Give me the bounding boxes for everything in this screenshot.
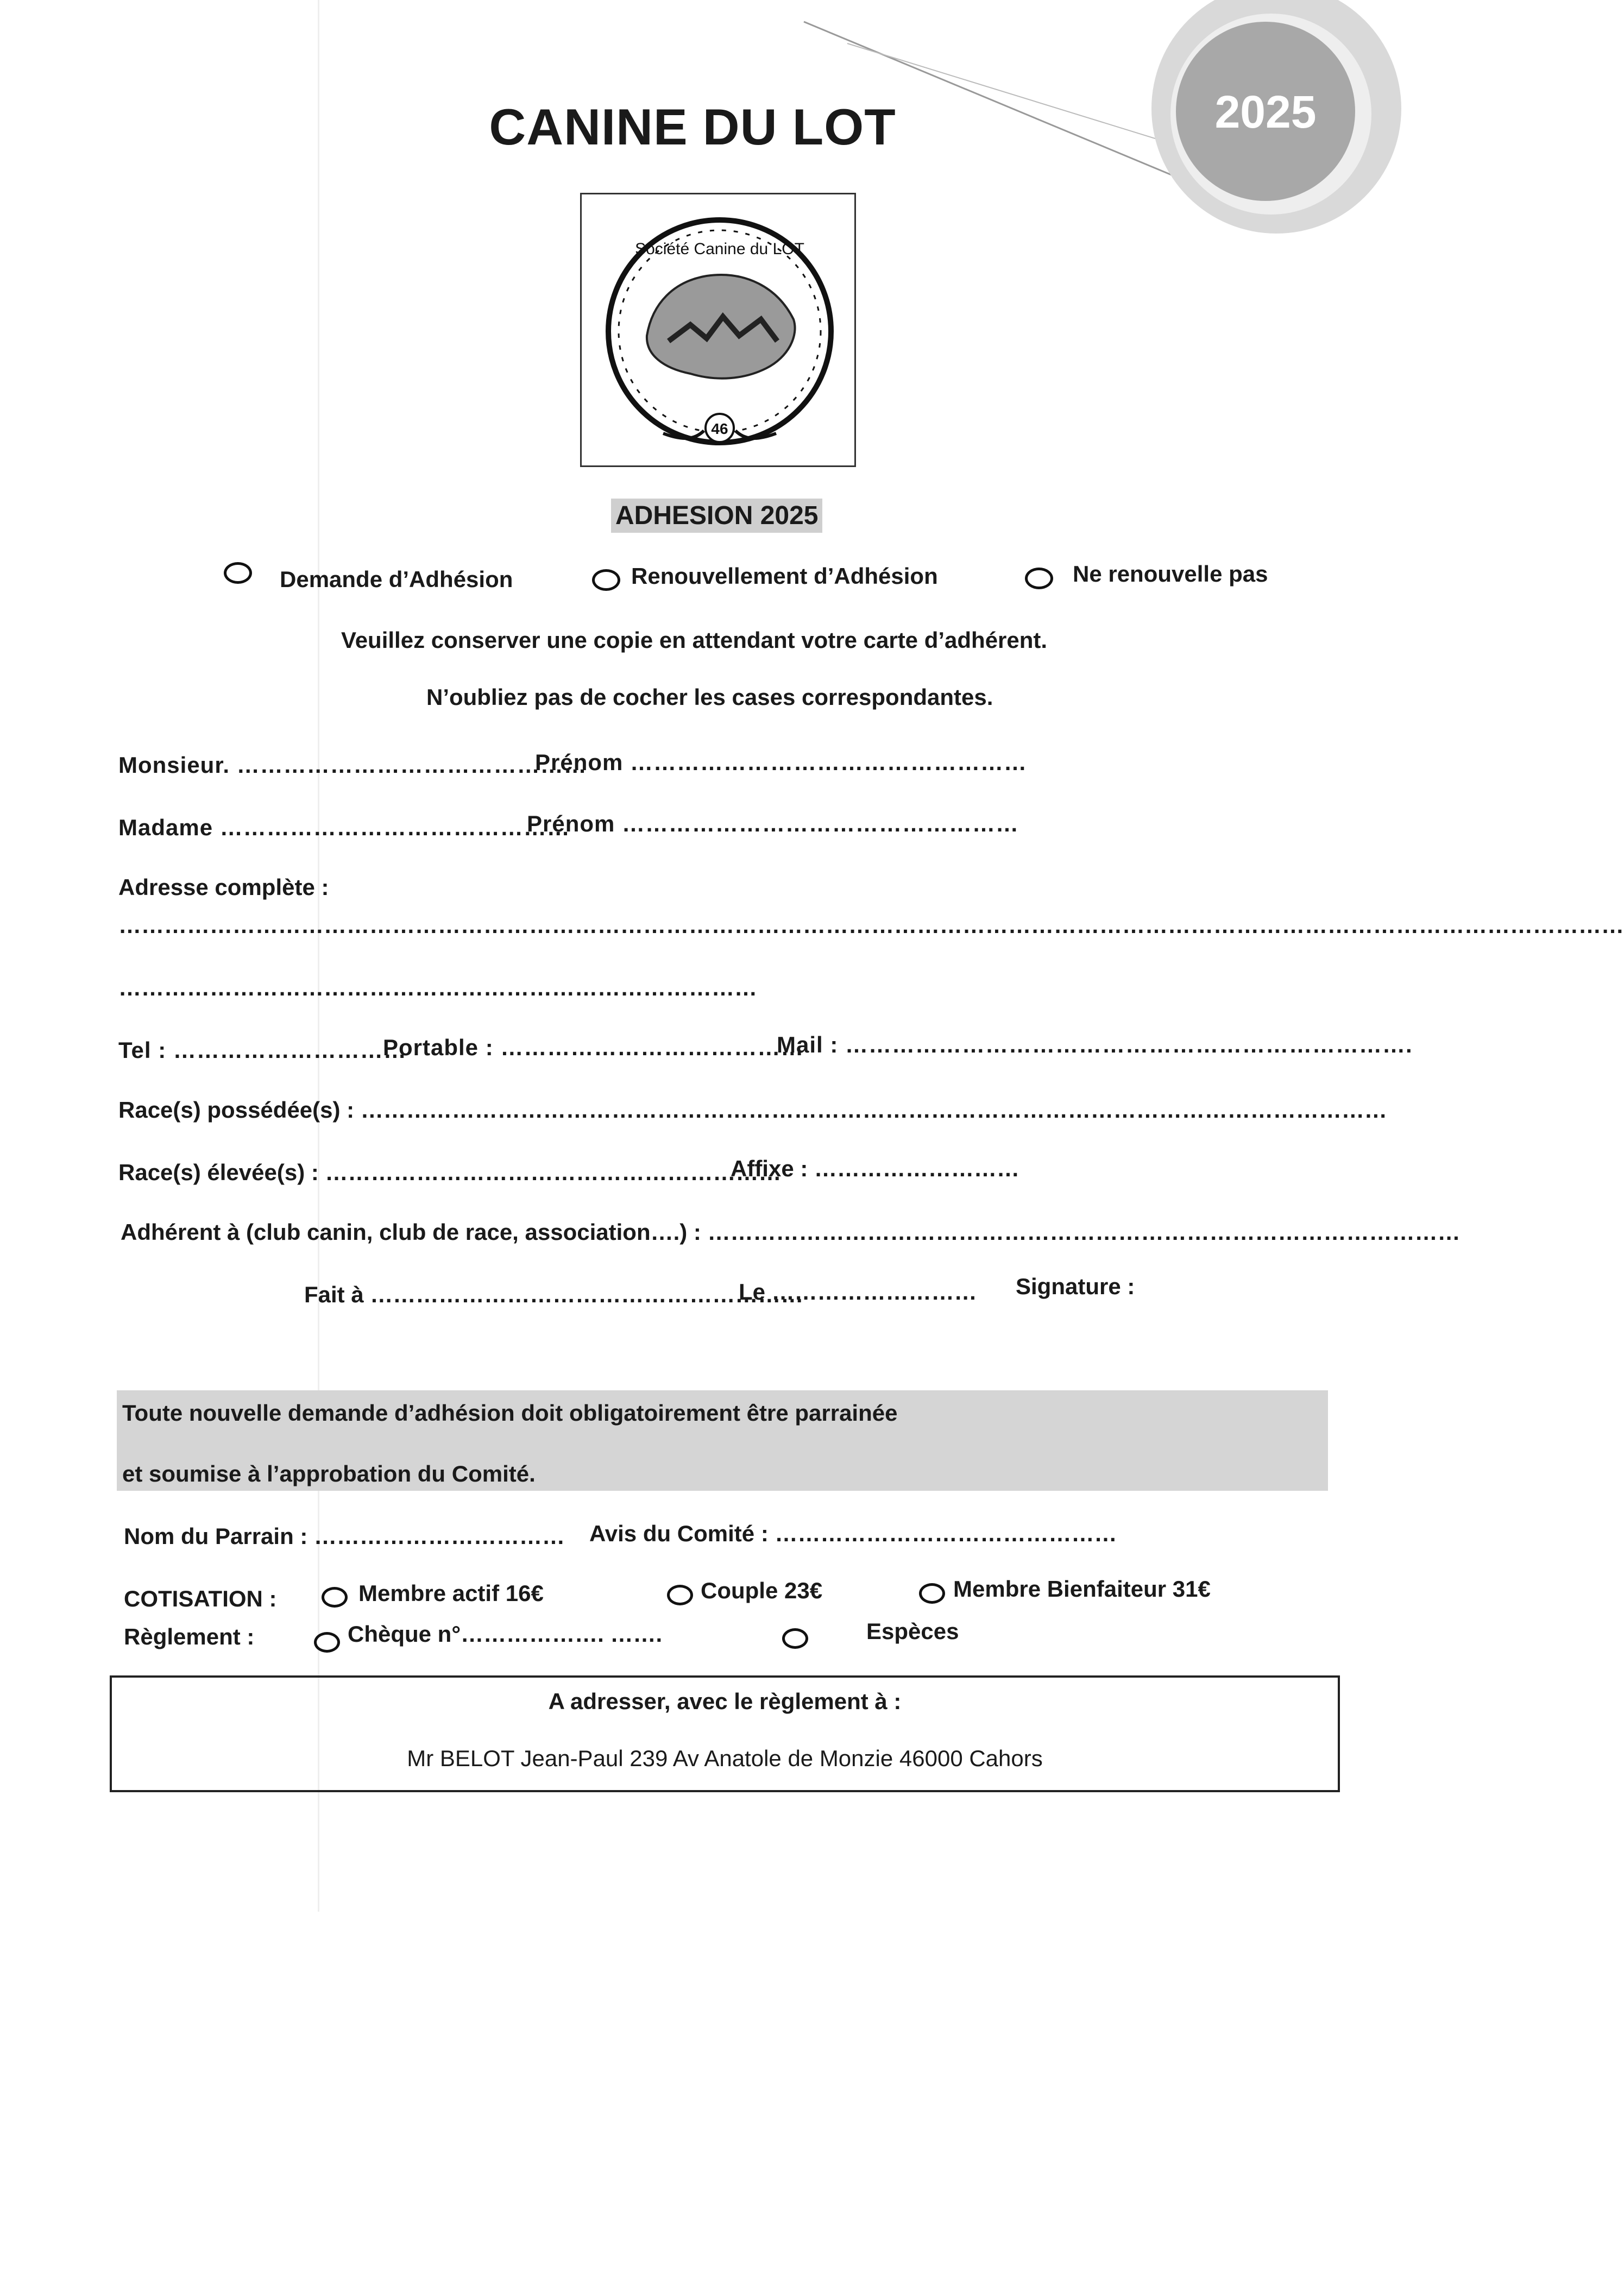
- logo-text: Société Canine du LOT: [635, 240, 804, 258]
- portable-field[interactable]: Portable : …………………………………: [383, 1035, 804, 1060]
- especes-label: Espèces: [866, 1618, 959, 1644]
- adresser-label: A adresser, avec le règlement à :: [548, 1688, 902, 1714]
- bienfaiteur-radio[interactable]: [919, 1583, 945, 1604]
- prenom-madame-field[interactable]: Prénom ……………………………………………: [527, 811, 1019, 836]
- mailing-address: Mr BELOT Jean-Paul 239 Av Anatole de Monzie 46000 Cahors: [407, 1746, 1043, 1771]
- parrain-field[interactable]: Nom du Parrain : ……………………………: [124, 1523, 565, 1549]
- bienfaiteur-label: Membre Bienfaiteur 31€: [953, 1576, 1211, 1602]
- cotisation-label: COTISATION :: [124, 1586, 277, 1611]
- avis-comite-field[interactable]: Avis du Comité : ………………………………………: [589, 1521, 1117, 1546]
- demande-label: Demande d’Adhésion: [280, 566, 513, 592]
- reglement-label: Règlement :: [124, 1624, 255, 1649]
- adresse-label: Adresse complète :: [118, 874, 329, 900]
- demande-radio[interactable]: [224, 562, 252, 584]
- renouvellement-radio[interactable]: [592, 569, 620, 591]
- adresse-line-2[interactable]: …………………………………………………………………………: [118, 975, 757, 1000]
- couple-radio[interactable]: [667, 1585, 693, 1605]
- especes-radio[interactable]: [782, 1628, 808, 1649]
- note-copie: Veuillez conserver une copie en attendant votre carte d’adhérent.: [341, 627, 1048, 653]
- logo-number: 46: [711, 420, 728, 437]
- tel-field[interactable]: Tel : …………………………: [118, 1037, 407, 1063]
- renouvellement-label: Renouvellement d’Adhésion: [631, 563, 938, 589]
- race-elevee-field[interactable]: Race(s) élevée(s) : ……………………………………………………: [118, 1160, 782, 1185]
- cheque-radio[interactable]: [314, 1632, 340, 1653]
- membre-actif-radio[interactable]: [322, 1587, 348, 1608]
- mailing-address-box: [110, 1675, 1340, 1792]
- page-title: CANINE DU LOT: [489, 98, 896, 155]
- parrainage-line-2: et soumise à l’approbation du Comité.: [122, 1461, 536, 1486]
- year-text: 2025: [1214, 86, 1317, 137]
- note-cases: N’oubliez pas de cocher les cases correspondantes.: [426, 684, 993, 710]
- mail-field[interactable]: Mail : ……………………………………………………………….: [777, 1032, 1413, 1057]
- couple-label: Couple 23€: [701, 1578, 823, 1603]
- fait-a-field[interactable]: Fait à …………………………………………………: [304, 1282, 804, 1307]
- club-logo: [580, 193, 856, 467]
- membre-actif-label: Membre actif 16€: [358, 1580, 544, 1606]
- parrainage-line-1: Toute nouvelle demande d’adhésion doit obligatoirement être parrainée: [122, 1400, 898, 1426]
- race-possedee-field[interactable]: Race(s) possédée(s) : ………………………………………………………………………………………………………………………: [118, 1097, 1387, 1123]
- ne-renouvelle-radio[interactable]: [1025, 568, 1053, 589]
- madame-field[interactable]: Madame ………………………………………: [118, 815, 570, 840]
- scan-fold-line: [318, 0, 319, 1912]
- monsieur-field[interactable]: Monsieur. ………………………………………: [118, 752, 587, 778]
- adresse-line-1[interactable]: ………………………………………………………………………………………………………………………………………………………………………………: [118, 912, 1624, 938]
- ne-renouvelle-label: Ne renouvelle pas: [1073, 561, 1268, 587]
- signature-label: Signature :: [1016, 1274, 1135, 1299]
- adhesion-title: ADHESION 2025: [611, 499, 822, 533]
- affixe-field[interactable]: Affixe : ………………………: [731, 1156, 1020, 1181]
- cheque-field[interactable]: Chèque n°………………. …….: [348, 1621, 663, 1647]
- prenom-monsieur-field[interactable]: Prénom ……………………………………………: [535, 749, 1028, 775]
- adherent-field[interactable]: Adhérent à (club canin, club de race, association….) : ………………………………………………………………………………………: [121, 1219, 1461, 1245]
- date-field[interactable]: Le ………………………: [739, 1279, 977, 1305]
